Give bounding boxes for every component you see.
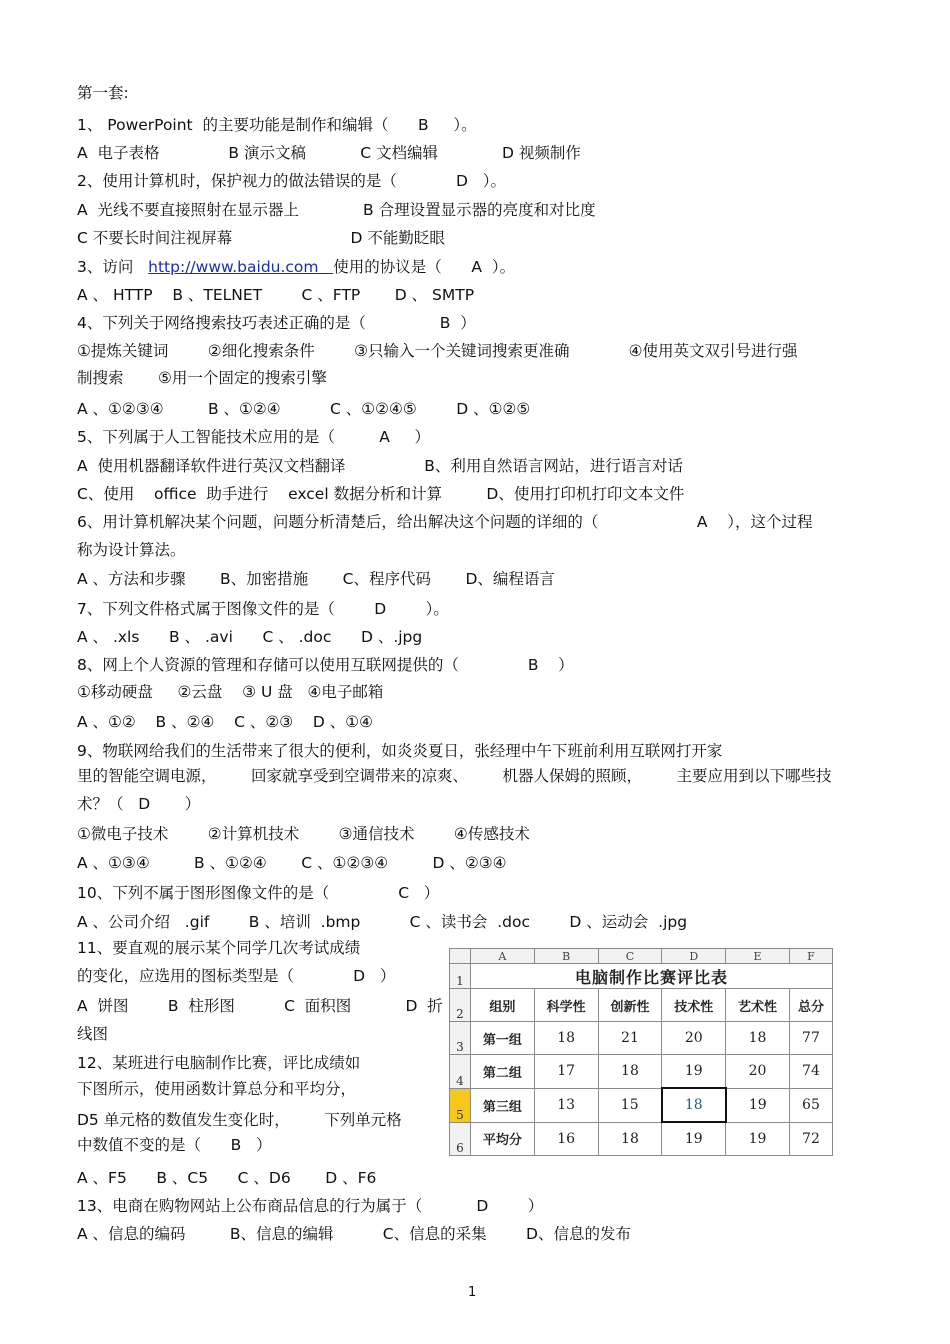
q8-stem: 8、网上个人资源的管理和存储可以使用互联网提供的（ B ）: [77, 656, 574, 674]
cell: 17: [534, 1055, 598, 1089]
table-row: [450, 964, 833, 989]
selected-cell-d5: 18: [662, 1088, 726, 1122]
q4-items-1: ①提炼关键词 ②细化搜索条件 ③只输入一个关键词搜索更准确 ④使用英文双引号进行强: [77, 342, 798, 360]
cell: 21: [598, 1022, 662, 1055]
q11-options-2: 线图: [77, 1025, 109, 1043]
cell: 15: [598, 1088, 662, 1122]
q5-options-1: A 使用机器翻译软件进行英汉文档翻译 B、利用自然语言网站，进行语言对话: [77, 457, 683, 475]
cell: 74: [789, 1055, 832, 1089]
cell: 18: [534, 1022, 598, 1055]
q9-stem-3: 术？（ D ）: [77, 795, 201, 813]
q1-options: A 电子表格 B 演示文稿 C 文档编辑 D 视频制作: [77, 144, 581, 162]
cell: 19: [726, 1088, 790, 1122]
q10-options: A 、公司介绍 .gif B 、培训 .bmp C 、读书会 .doc D 、运动会 .jpg: [77, 913, 688, 931]
q8-items: ①移动硬盘 ②云盘 ③ U 盘 ④电子邮箱: [77, 683, 384, 701]
header-cell: 总分: [789, 989, 832, 1022]
table-row: [450, 1122, 833, 1156]
cell: 19: [662, 1055, 726, 1089]
q2-stem: 2、使用计算机时，保护视力的做法错误的是（ D ）。: [77, 172, 506, 190]
col-header-d: D: [662, 949, 726, 964]
q4-items-2: 制搜索 ⑤用一个固定的搜索引擎: [77, 369, 327, 387]
cell: 77: [789, 1022, 832, 1055]
spreadsheet-figure: [449, 948, 833, 1158]
q12-stem-3: D5 单元格的数值发生变化时， 下列单元格: [77, 1111, 402, 1129]
table-row: [450, 1022, 833, 1055]
header-cell: 创新性: [598, 989, 662, 1022]
q13-options: A 、信息的编码 B、信息的编辑 C、信息的采集 D、信息的发布: [77, 1225, 631, 1243]
header-cell: 艺术性: [726, 989, 790, 1022]
q6-options: A 、方法和步骤 B、加密措施 C、程序代码 D、编程语言: [77, 570, 555, 588]
cell: 13: [534, 1088, 598, 1122]
q3-pre: 3、访问: [77, 258, 149, 276]
group-cell: 第一组: [471, 1022, 535, 1055]
score-table: [449, 948, 833, 1156]
q6-stem-2: 称为设计算法。: [77, 541, 186, 559]
col-header-e: E: [726, 949, 790, 964]
cell: 19: [662, 1122, 726, 1156]
sheet-title: 电脑制作比赛评比表: [471, 964, 833, 989]
column-header-row: [450, 949, 833, 964]
row-header-1: 1: [450, 964, 471, 989]
q11-options-1: A 饼图 B 柱形图 C 面积图 D 折: [77, 997, 443, 1015]
q9-items: ①微电子技术 ②计算机技术 ③通信技术 ④传感技术: [77, 825, 530, 843]
group-cell: 第二组: [471, 1055, 535, 1089]
header-cell: 组别: [471, 989, 535, 1022]
table-row: [450, 989, 833, 1022]
row-header-5: 5: [450, 1088, 471, 1122]
table-row: [450, 1055, 833, 1089]
q12-stem-2: 下图所示，使用函数计算总分和平均分，: [77, 1080, 357, 1098]
q9-options: A 、①③④ B 、①②④ C 、①②③④ D 、②③④: [77, 854, 507, 872]
corner-cell: [450, 949, 471, 964]
q2-options-1: A 光线不要直接照射在显示器上 B 合理设置显示器的亮度和对比度: [77, 201, 596, 219]
group-cell: 平均分: [471, 1122, 535, 1156]
cell: 20: [726, 1055, 790, 1089]
q7-options: A 、 .xls B 、 .avi C 、 .doc D 、.jpg: [77, 628, 423, 646]
row-header-4: 4: [450, 1055, 471, 1089]
q5-stem: 5、下列属于人工智能技术应用的是（ A ）: [77, 428, 430, 446]
col-header-c: C: [598, 949, 662, 964]
q11-stem-2: 的变化，应选用的图标类型是（ D ）: [77, 967, 396, 985]
q3-options: A 、 HTTP B 、TELNET C 、FTP D 、 SMTP: [77, 286, 475, 304]
header-cell: 科学性: [534, 989, 598, 1022]
q3-stem: [77, 257, 515, 277]
row-header-6: 6: [450, 1122, 471, 1156]
q6-stem-1: 6、用计算机解决某个问题，问题分析清楚后，给出解决这个问题的详细的（ A ），这个过程: [77, 513, 813, 531]
q9-stem-2: 里的智能空调电源， 回家就享受到空调带来的凉爽、 机器人保姆的照顾， 主要应用到以下哪些技: [77, 767, 832, 785]
q4-stem: 4、下列关于网络搜索技巧表述正确的是（ B ）: [77, 314, 476, 332]
cell: 19: [726, 1122, 790, 1156]
cell: 18: [726, 1022, 790, 1055]
row-header-2: 2: [450, 989, 471, 1022]
table-row: [450, 1088, 833, 1122]
q5-options-2: C、使用 office 助手进行 excel 数据分析和计算 D、使用打印机打印文本文件: [77, 485, 685, 503]
q4-options: A 、①②③④ B 、①②④ C 、①②④⑤ D 、①②⑤: [77, 400, 531, 418]
col-header-b: B: [534, 949, 598, 964]
header-cell: 技术性: [662, 989, 726, 1022]
row-header-3: 3: [450, 1022, 471, 1055]
q12-options: A 、F5 B 、C5 C 、D6 D 、F6: [77, 1169, 377, 1187]
q8-options: A 、①② B 、②④ C 、②③ D 、①④: [77, 713, 373, 731]
cell: 65: [789, 1088, 832, 1122]
page-number: 1: [468, 1285, 477, 1300]
cell: 20: [662, 1022, 726, 1055]
q10-stem: 10、下列不属于图形图像文件的是（ C ）: [77, 884, 440, 902]
cell: 72: [789, 1122, 832, 1156]
q12-stem-4: 中数值不变的是（ B ）: [77, 1136, 272, 1154]
baidu-link[interactable]: http://www.baidu.com: [148, 258, 334, 276]
q7-stem: 7、下列文件格式属于图像文件的是（ D ）。: [77, 600, 449, 618]
q2-options-2: C 不要长时间注视屏幕 D 不能勤眨眼: [77, 229, 445, 247]
col-header-f: F: [789, 949, 832, 964]
cell: 18: [598, 1122, 662, 1156]
doc-heading: 第一套:: [77, 84, 129, 102]
col-header-a: A: [471, 949, 535, 964]
q9-stem-1: 9、物联网给我们的生活带来了很大的便利，如炎炎夏日，张经理中午下班前利用互联网打开家: [77, 742, 723, 760]
q12-stem-1: 12、某班进行电脑制作比赛，评比成绩如: [77, 1054, 361, 1072]
q13-stem: 13、电商在购物网站上公布商品信息的行为属于（ D ）: [77, 1197, 544, 1215]
cell: 18: [598, 1055, 662, 1089]
cell: 16: [534, 1122, 598, 1156]
q1-stem: 1、 PowerPoint 的主要功能是制作和编辑（ B ）。: [77, 116, 477, 134]
q11-stem-1: 11、要直观的展示某个同学几次考试成绩: [77, 939, 361, 957]
q3-post: 使用的协议是（ A ）。: [333, 258, 516, 276]
group-cell: 第三组: [471, 1088, 535, 1122]
